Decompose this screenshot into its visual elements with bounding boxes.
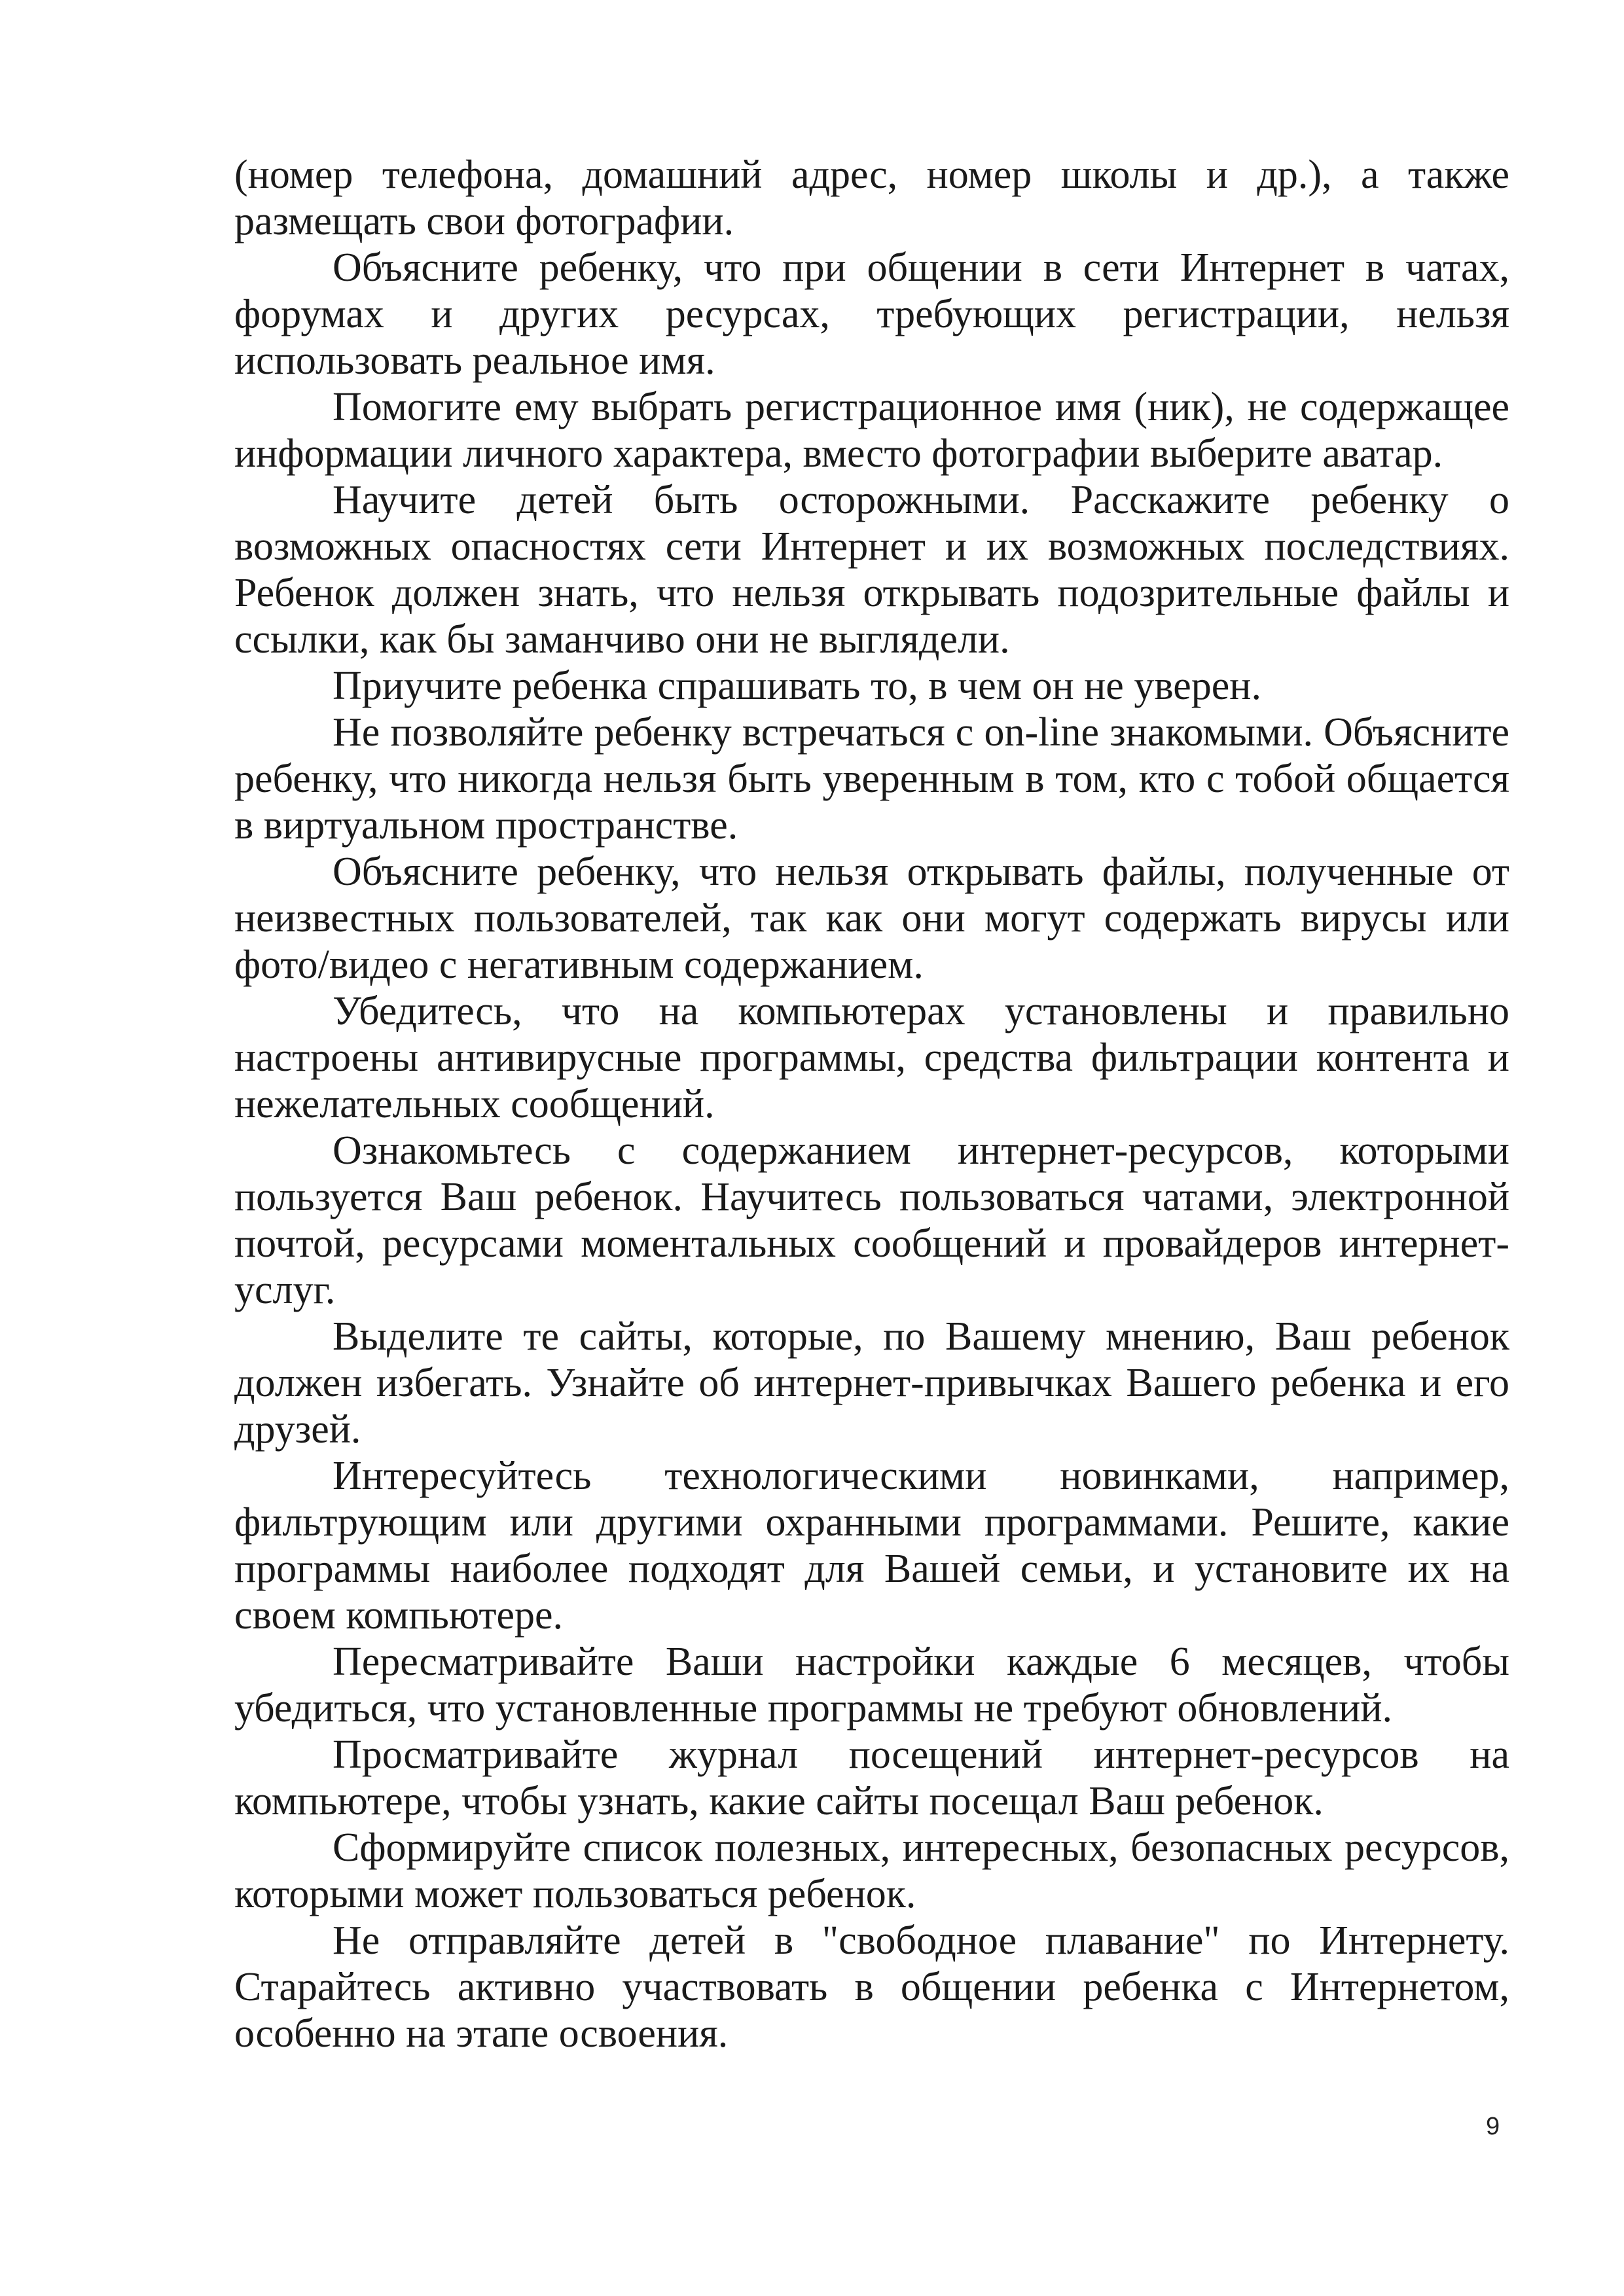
- paragraph-13: Просматривайте журнал посещений интернет-ресурсов на компьютере, чтобы узнать, какие сайты посещал Ваш ребенок.: [234, 1732, 1509, 1823]
- paragraph-14: Сформируйте список полезных, интересных, безопасных ресурсов, которыми может пользоваться ребенок.: [234, 1825, 1509, 1916]
- document-body: [234, 152, 1509, 2057]
- paragraph-4: Научите детей быть осторожными. Расскажите ребенку о возможных опасностях сети Интернет и их возможных последствиях. Ребенок должен знать, что нельзя открывать подозрительные файлы и ссылки, как бы заманчиво они не выглядели.: [234, 478, 1509, 662]
- paragraph-2: Объясните ребенку, что при общении в сети Интернет в чатах, форумах и других ресурсах, требующих регистрации, нельзя использовать реальное имя.: [234, 245, 1509, 383]
- paragraph-15: Не отправляйте детей в "свободное плавание" по Интернету. Старайтесь активно участвовать в общении ребенка с Интернетом, особенно на этапе освоения.: [234, 1918, 1509, 2056]
- paragraph-12: Пересматривайте Ваши настройки каждые 6 месяцев, чтобы убедиться, что установленные программы не требуют обновлений.: [234, 1640, 1509, 1731]
- paragraph-6: Не позволяйте ребенку встречаться с on-line знакомыми. Объясните ребенку, что никогда нельзя быть уверенным в том, кто с тобой общается в виртуальном пространстве.: [234, 710, 1509, 848]
- paragraph-9: Ознакомьтесь с содержанием интернет-ресурсов, которыми пользуется Ваш ребенок. Научитесь пользоваться чатами, электронной почтой, ресурсами моментальных сообщений и провайдеров интернет-услуг.: [234, 1128, 1509, 1312]
- paragraph-8: Убедитесь, что на компьютерах установлены и правильно настроены антивирусные программы, средства фильтрации контента и нежелательных сообщений.: [234, 989, 1509, 1126]
- paragraph-3: Помогите ему выбрать регистрационное имя (ник), не содержащее информации личного характера, вместо фотографии выберите аватар.: [234, 385, 1509, 476]
- paragraph-5: Приучите ребенка спрашивать то, в чем он не уверен.: [333, 664, 1261, 708]
- paragraph-11: Интересуйтесь технологическими новинками, например, фильтрующим или другими охранными программами. Решите, какие программы наиболее подходят для Вашей семьи, и установите их на своем компьютере.: [234, 1454, 1509, 1638]
- paragraph-7: Объясните ребенку, что нельзя открывать файлы, полученные от неизвестных пользователей, так как они могут содержать вирусы или фото/видео с негативным содержанием.: [234, 850, 1509, 987]
- page-number: 9: [1486, 2113, 1500, 2140]
- paragraph-1: (номер телефона, домашний адрес, номер школы и др.), а также размещать свои фотографии.: [234, 152, 1509, 243]
- paragraph-10: Выделите те сайты, которые, по Вашему мнению, Ваш ребенок должен избегать. Узнайте об интернет-привычках Вашего ребенка и его друзей.: [234, 1314, 1509, 1452]
